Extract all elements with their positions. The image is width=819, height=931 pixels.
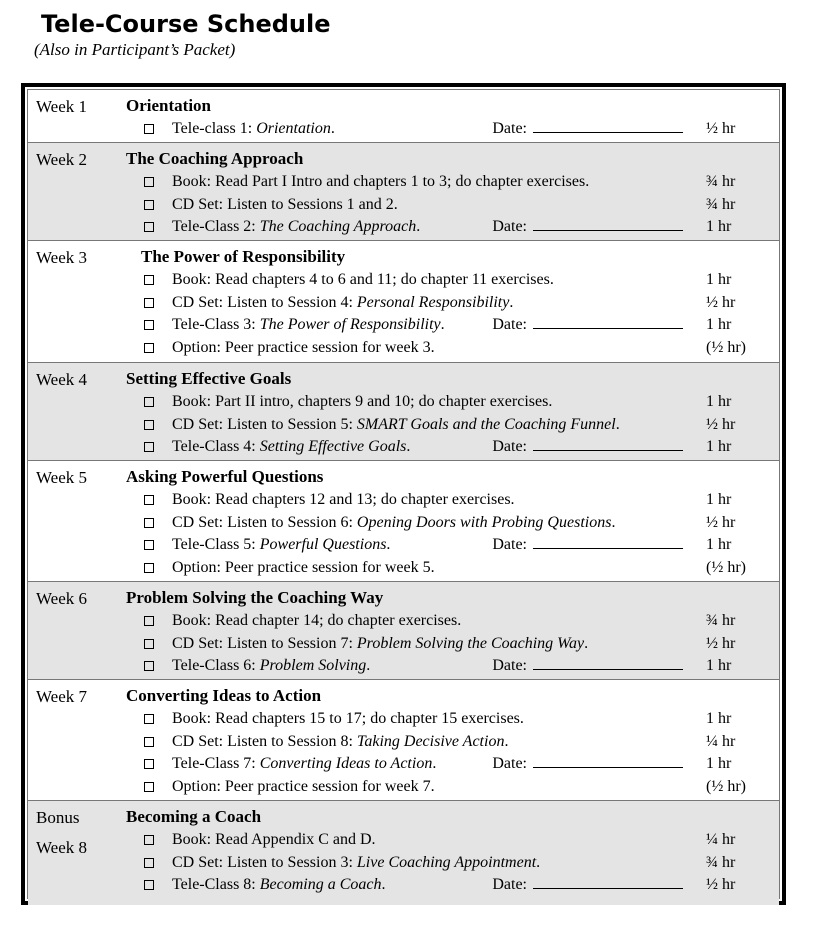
date-input-line[interactable]: [533, 118, 683, 133]
item-text: [172, 828, 683, 851]
item-text-words: [172, 873, 386, 896]
item-duration: ½ hr: [706, 415, 736, 433]
item-text-prefix: CD Set: Listen to Session 7:: [172, 634, 357, 652]
schedule-item: [140, 533, 779, 556]
item-text-title: Opening Doors with Probing Questions: [356, 513, 612, 531]
item-text-words: [172, 336, 435, 359]
item-text-words: [172, 313, 445, 336]
item-text: [172, 556, 683, 579]
date-field: [492, 873, 683, 896]
item-text: [172, 851, 683, 874]
schedule-item: [140, 313, 779, 336]
item-text: [172, 170, 683, 193]
item-text-words: [172, 654, 370, 677]
page-title: Tele-Course Schedule: [41, 10, 331, 38]
checkbox-icon[interactable]: [144, 518, 154, 528]
date-field: [492, 215, 683, 238]
item-text-words: [172, 556, 435, 579]
item-text-prefix: Tele-Class 6:: [172, 657, 260, 674]
item-text-words: [172, 511, 615, 534]
week-section: [28, 143, 779, 241]
item-text-suffix: .: [386, 536, 391, 553]
item-text: [172, 533, 683, 556]
checkbox-icon[interactable]: [144, 320, 154, 330]
schedule-item: [140, 390, 779, 413]
date-input-line[interactable]: [533, 655, 683, 670]
item-text-suffix: .: [584, 634, 589, 652]
item-text-prefix: Book: Read Appendix C and D.: [172, 831, 376, 848]
checkbox-icon[interactable]: [144, 639, 154, 649]
item-text-prefix: Tele-Class 5:: [172, 536, 260, 553]
item-text-prefix: Option: Peer practice session for week 3.: [172, 338, 435, 356]
item-text: [172, 488, 683, 511]
item-duration: ½ hr: [706, 634, 736, 652]
date-label: Date:: [492, 657, 527, 674]
checkbox-icon[interactable]: [144, 563, 154, 573]
item-duration: ¼ hr: [706, 732, 736, 750]
item-text-prefix: Tele-Class 7:: [172, 755, 260, 772]
item-text: [172, 609, 683, 632]
item-text-title: The Coaching Approach: [259, 218, 417, 235]
item-duration: 1 hr: [706, 438, 732, 455]
item-duration: ¼ hr: [706, 831, 736, 848]
item-duration: 1 hr: [706, 657, 732, 674]
schedule-item: [140, 752, 779, 775]
checkbox-icon[interactable]: [144, 420, 154, 430]
item-text-prefix: CD Set: Listen to Session 8:: [172, 732, 357, 750]
checkbox-icon[interactable]: [144, 343, 154, 353]
item-text: [172, 511, 683, 534]
schedule-item: [140, 435, 779, 458]
week-topic: Asking Powerful Questions: [126, 467, 324, 486]
item-text-words: [172, 268, 554, 291]
week-topic: Orientation: [126, 96, 211, 115]
checkbox-icon[interactable]: [144, 124, 154, 134]
date-field: [492, 533, 683, 556]
item-text-prefix: Tele-Class 3:: [172, 316, 260, 333]
item-text-words: [172, 413, 620, 436]
item-text-prefix: CD Set: Listen to Session 3:: [172, 853, 357, 871]
week-topic: Becoming a Coach: [126, 807, 262, 826]
week-topic: The Coaching Approach: [126, 149, 304, 168]
item-text-words: [172, 215, 420, 238]
item-text-prefix: CD Set: Listen to Session 4:: [172, 293, 357, 311]
date-input-line[interactable]: [533, 216, 683, 231]
item-text-words: [172, 291, 513, 314]
item-text-title: Becoming a Coach: [259, 876, 382, 893]
schedule-item: [140, 336, 779, 359]
schedule-item: [140, 654, 779, 677]
item-text-suffix: .: [366, 657, 371, 674]
item-text-prefix: Option: Peer practice session for week 5.: [172, 558, 435, 576]
item-text-suffix: .: [504, 732, 509, 750]
item-text: [172, 117, 683, 140]
item-text-title: Powerful Questions: [259, 536, 387, 553]
item-text-words: [172, 730, 508, 753]
item-text-prefix: CD Set: Listen to Sessions 1 and 2.: [172, 195, 398, 213]
item-text-prefix: CD Set: Listen to Session 5:: [172, 415, 357, 433]
schedule-item: [140, 556, 779, 579]
date-input-line[interactable]: [533, 753, 683, 768]
checkbox-icon[interactable]: [144, 782, 154, 792]
date-label: Date:: [492, 316, 527, 333]
item-duration: ¾ hr: [706, 612, 736, 629]
item-text: [172, 336, 683, 359]
week-section: [28, 363, 779, 461]
checkbox-icon[interactable]: [144, 714, 154, 724]
checkbox-icon[interactable]: [144, 397, 154, 407]
item-text: [172, 654, 683, 677]
item-duration: (½ hr): [706, 338, 746, 356]
date-input-line[interactable]: [533, 436, 683, 451]
checkbox-icon[interactable]: [144, 661, 154, 671]
item-text-words: [172, 435, 410, 458]
item-duration: ¾ hr: [706, 853, 736, 871]
item-text-prefix: Tele-Class 2:: [172, 218, 260, 235]
item-duration: ½ hr: [706, 120, 736, 137]
item-text-suffix: .: [440, 316, 445, 333]
schedule-item: [140, 268, 779, 291]
item-text-suffix: .: [406, 438, 411, 455]
schedule-item: [140, 413, 779, 436]
item-duration: 1 hr: [706, 536, 732, 553]
item-text-suffix: .: [536, 853, 541, 871]
schedule-frame: [21, 83, 786, 905]
week-section: [28, 241, 779, 363]
item-text-prefix: Tele-Class 4:: [172, 438, 260, 455]
schedule-item: [140, 851, 779, 874]
item-text: [172, 775, 683, 798]
checkbox-icon[interactable]: [144, 442, 154, 452]
item-text-title: Live Coaching Appointment: [356, 853, 537, 871]
item-duration: ¾ hr: [706, 195, 736, 213]
week-section: [28, 582, 779, 680]
schedule-item: [140, 707, 779, 730]
page-subtitle: (Also in Participant’s Packet): [34, 40, 236, 59]
item-text: [172, 413, 683, 436]
checkbox-icon[interactable]: [144, 880, 154, 890]
week-topic: The Power of Responsibility: [141, 247, 346, 266]
item-duration: (½ hr): [706, 558, 746, 576]
date-input-line[interactable]: [533, 534, 683, 549]
schedule-item: [140, 828, 779, 851]
item-text-title: Personal Responsibility: [356, 293, 510, 311]
item-text: [172, 291, 683, 314]
item-text: [172, 873, 683, 896]
item-text-title: Taking Decisive Action: [356, 732, 505, 750]
date-field: [492, 117, 683, 140]
week-label: Bonus: [36, 808, 80, 827]
week-label: Week 4: [36, 370, 88, 389]
date-label: Date:: [492, 218, 527, 235]
item-duration: 1 hr: [706, 393, 732, 410]
item-duration: 1 hr: [706, 218, 732, 235]
item-text-suffix: .: [509, 293, 514, 311]
checkbox-icon[interactable]: [144, 540, 154, 550]
item-text: [172, 752, 683, 775]
schedule-item: [140, 511, 779, 534]
checkbox-icon[interactable]: [144, 275, 154, 285]
checkbox-icon[interactable]: [144, 222, 154, 232]
item-text: [172, 390, 683, 413]
item-text-suffix: .: [615, 415, 620, 433]
schedule-item: [140, 730, 779, 753]
item-text-suffix: .: [416, 218, 421, 235]
week-topic: Problem Solving the Coaching Way: [126, 588, 384, 607]
schedule-item: [140, 632, 779, 655]
date-label: Date:: [492, 755, 527, 772]
schedule-item: [140, 291, 779, 314]
schedule-item: [140, 170, 779, 193]
item-text-words: [172, 170, 589, 193]
date-field: [492, 435, 683, 458]
item-text-words: [172, 851, 540, 874]
checkbox-icon[interactable]: [144, 200, 154, 210]
item-text-suffix: .: [381, 876, 386, 893]
schedule-item: [140, 117, 779, 140]
item-duration: ½ hr: [706, 293, 736, 311]
checkbox-icon[interactable]: [144, 759, 154, 769]
item-text: [172, 193, 683, 216]
item-text-words: [172, 632, 588, 655]
schedule-item: [140, 609, 779, 632]
date-field: [492, 313, 683, 336]
item-text-prefix: Tele-Class 8:: [172, 876, 260, 893]
item-text: [172, 632, 683, 655]
item-text-suffix: .: [330, 120, 335, 137]
item-text-prefix: Option: Peer practice session for week 7.: [172, 777, 435, 795]
checkbox-icon[interactable]: [144, 495, 154, 505]
item-duration: 1 hr: [706, 755, 732, 772]
week-label: Week 5: [36, 468, 88, 487]
checkbox-icon[interactable]: [144, 737, 154, 747]
item-text-words: [172, 117, 335, 140]
week-topic: Converting Ideas to Action: [126, 686, 322, 705]
item-text: [172, 730, 683, 753]
item-text-words: [172, 488, 515, 511]
item-duration: ½ hr: [706, 513, 736, 531]
item-text-prefix: Book: Read chapters 12 and 13; do chapter exercises.: [172, 491, 515, 508]
date-input-line[interactable]: [533, 314, 683, 329]
item-text-prefix: CD Set: Listen to Session 6:: [172, 513, 357, 531]
item-text-words: [172, 390, 552, 413]
item-text: [172, 707, 683, 730]
checkbox-icon[interactable]: [144, 858, 154, 868]
item-text-title: Converting Ideas to Action: [259, 755, 433, 772]
item-text: [172, 313, 683, 336]
item-text-prefix: Book: Part II intro, chapters 9 and 10; do chapter exercises.: [172, 393, 553, 410]
item-text-words: [172, 707, 524, 730]
date-label: Date:: [492, 438, 527, 455]
week-label: Week 3: [36, 248, 88, 267]
item-text-words: [172, 775, 435, 798]
checkbox-icon[interactable]: [144, 177, 154, 187]
date-label: Date:: [492, 120, 527, 137]
item-text-title: Orientation: [256, 120, 331, 137]
date-label: Date:: [492, 876, 527, 893]
item-text: [172, 435, 683, 458]
week-label-2: Week 8: [36, 838, 88, 857]
item-duration: 1 hr: [706, 491, 732, 508]
week-section: [28, 90, 779, 143]
item-duration: 1 hr: [706, 271, 732, 288]
checkbox-icon[interactable]: [144, 298, 154, 308]
week-section: [28, 680, 779, 801]
item-text-words: [172, 828, 376, 851]
item-duration: (½ hr): [706, 777, 746, 795]
date-field: [492, 752, 683, 775]
item-text-prefix: Book: Read Part I Intro and chapters 1 to 3; do chapter exercises.: [172, 173, 590, 190]
week-section: [28, 801, 779, 905]
week-label: Week 6: [36, 589, 88, 608]
week-section: [28, 461, 779, 582]
item-text-words: [172, 609, 461, 632]
schedule-item: [140, 193, 779, 216]
item-text: [172, 268, 683, 291]
schedule-table: [27, 89, 780, 899]
schedule-item: [140, 215, 779, 238]
checkbox-icon[interactable]: [144, 835, 154, 845]
item-duration: 1 hr: [706, 316, 732, 333]
week-label: Week 2: [36, 150, 88, 169]
item-text-title: Problem Solving: [259, 657, 367, 674]
item-duration: ½ hr: [706, 876, 736, 893]
item-text-words: [172, 193, 398, 216]
item-text-title: SMART Goals and the Coaching Funnel: [356, 415, 616, 433]
date-field: [492, 654, 683, 677]
item-text-title: Setting Effective Goals: [259, 438, 407, 455]
schedule-item: [140, 488, 779, 511]
schedule-item: [140, 775, 779, 798]
item-text-suffix: .: [432, 755, 437, 772]
week-topic: Setting Effective Goals: [126, 369, 292, 388]
item-text-suffix: .: [611, 513, 616, 531]
item-text-title: The Power of Responsibility: [259, 316, 441, 333]
item-text-prefix: Book: Read chapters 4 to 6 and 11; do chapter 11 exercises.: [172, 271, 554, 288]
checkbox-icon[interactable]: [144, 616, 154, 626]
item-text-prefix: Tele-class 1:: [172, 120, 257, 137]
item-text-prefix: Book: Read chapters 15 to 17; do chapter 15 exercises.: [172, 710, 524, 727]
item-duration: 1 hr: [706, 710, 732, 727]
item-duration: ¾ hr: [706, 173, 736, 190]
date-input-line[interactable]: [533, 874, 683, 889]
item-text-prefix: Book: Read chapter 14; do chapter exercises.: [172, 612, 462, 629]
item-text-words: [172, 752, 436, 775]
date-label: Date:: [492, 536, 527, 553]
item-text: [172, 215, 683, 238]
schedule-item: [140, 873, 779, 896]
week-label: Week 1: [36, 97, 88, 116]
week-label: Week 7: [36, 687, 88, 706]
item-text-title: Problem Solving the Coaching Way: [356, 634, 585, 652]
item-text-words: [172, 533, 390, 556]
